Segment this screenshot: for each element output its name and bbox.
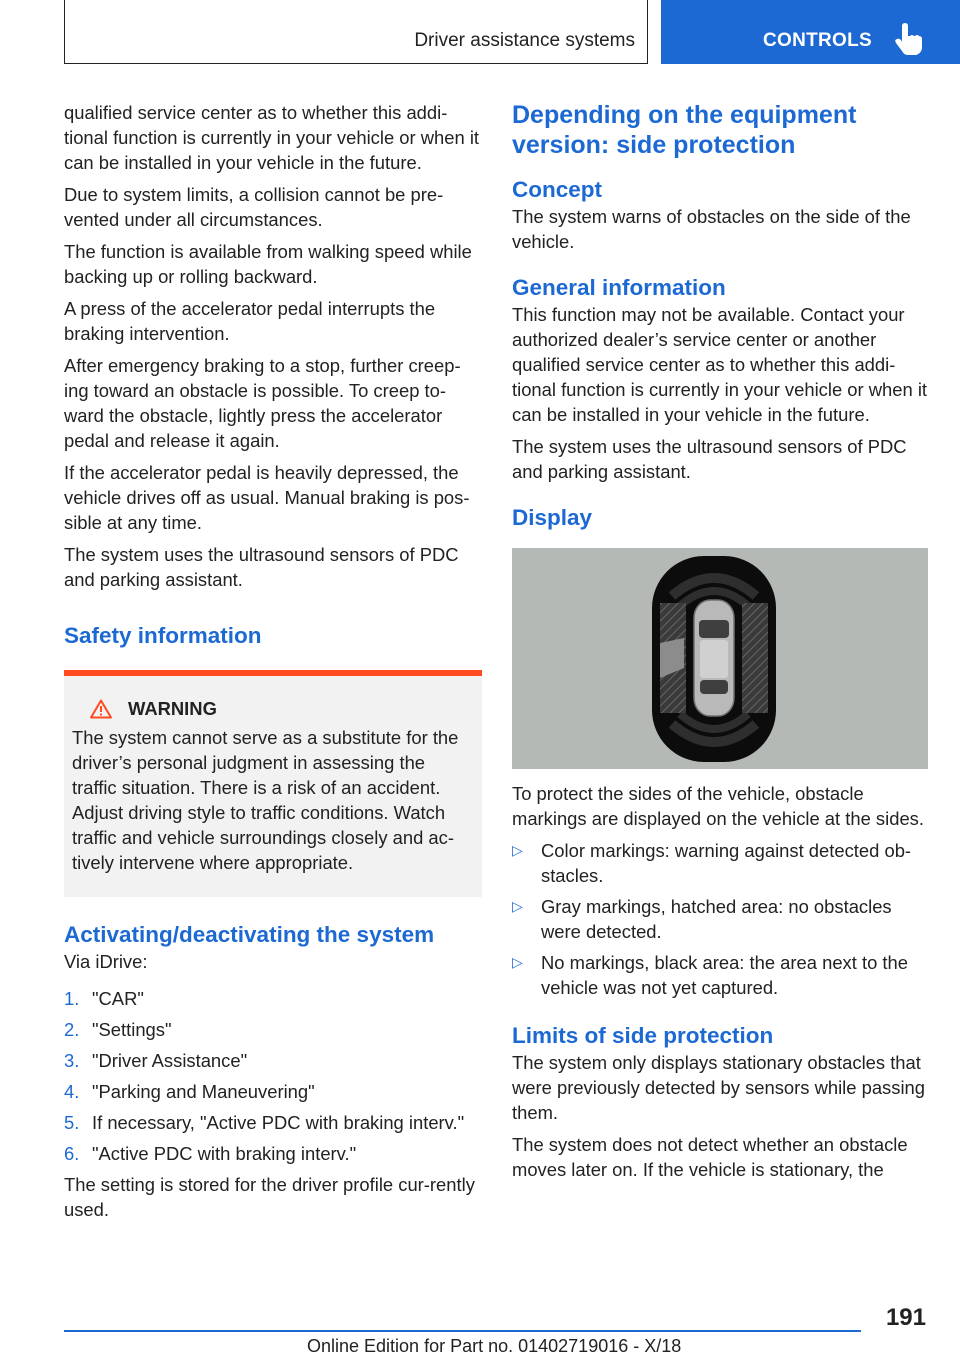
step-text: "Settings" [92, 1019, 172, 1040]
general-heading: General information [512, 275, 726, 300]
list-item [512, 894, 932, 944]
step-text: "CAR" [92, 988, 144, 1009]
bullet-triangle-icon: ▷ [512, 898, 523, 914]
paragraph: To protect the sides of the vehicle, obstacle markings are displayed on the vehicle at the sides. [512, 783, 924, 829]
step-number: 1. [64, 988, 80, 1009]
bullet-text: Gray markings, hatched area: no obstacles were detected. [541, 896, 892, 942]
steps-list [64, 986, 482, 1166]
safety-heading: Safety information [64, 623, 262, 648]
page-number: 191 [885, 1304, 926, 1331]
warning-title: WARNING [128, 698, 217, 719]
paragraph: The system does not detect whether an obstacle moves later on. If the vehicle is stationary, the [512, 1134, 908, 1180]
paragraph: If the accelerator pedal is heavily depressed, the vehicle drives off as usual. Manual braking is pos-sible at any time. [64, 462, 470, 533]
concept-heading: Concept [512, 177, 602, 202]
paragraph: After emergency braking to a stop, further creep-ing toward an obstacle is possible. To creep to-ward the obstacle, lightly press the accelerator pedal and release it again. [64, 355, 461, 451]
paragraph: The system only displays stationary obstacles that were previously detected by sensors while passing them. [512, 1052, 925, 1123]
main-heading: Depending on the equipment version: side protection [512, 101, 857, 159]
paragraph: The system warns of obstacles on the side of the vehicle. [512, 206, 911, 252]
list-item [64, 1110, 482, 1135]
step-number: 5. [64, 1112, 80, 1133]
list-item [64, 986, 482, 1011]
via-label: Via iDrive: [64, 951, 148, 972]
header-chapter-label: CONTROLS [763, 30, 873, 51]
step-text: If necessary, "Active PDC with braking interv." [92, 1112, 465, 1133]
left-column [64, 100, 482, 1229]
footer-divider [64, 1330, 861, 1332]
paragraph: The system uses the ultrasound sensors of PDC and parking assistant. [64, 544, 459, 590]
activating-heading: Activating/deactivating the system [64, 922, 435, 947]
footer-edition: Online Edition for Part no. 01402719016 - X/18 [307, 1336, 682, 1356]
paragraph: The system uses the ultrasound sensors of PDC and parking assistant. [512, 436, 907, 482]
list-item [64, 1079, 482, 1104]
paragraph: This function may not be available. Contact your authorized dealer’s service center or another qualified service center as to whether this addi-tional function is currently in your vehicle or when it can be installed in your vehicle in the future. [512, 304, 928, 425]
step-number: 2. [64, 1019, 80, 1040]
paragraph: A press of the accelerator pedal interrupts the braking intervention. [64, 298, 436, 344]
list-item [64, 1141, 482, 1166]
bullet-triangle-icon: ▷ [512, 954, 523, 970]
warning-title-row [72, 696, 474, 721]
step-number: 4. [64, 1081, 80, 1102]
step-text: "Parking and Maneuvering" [92, 1081, 315, 1102]
step-number: 6. [64, 1143, 80, 1164]
list-item [64, 1048, 482, 1073]
paragraph: Due to system limits, a collision cannot be pre-vented under all circumstances. [64, 184, 444, 230]
step-text: "Active PDC with braking interv." [92, 1143, 357, 1164]
list-item [64, 1017, 482, 1042]
list-item [512, 950, 932, 1000]
display-heading: Display [512, 505, 593, 530]
header-section-box [64, 0, 648, 64]
pointing-hand-icon [893, 22, 923, 56]
list-item [512, 838, 932, 888]
warning-text: The system cannot serve as a substitute for the driver’s personal judgment in assessing the traffic situation. There is a risk of an accident. Adjust driving style to traffic conditions. Watch traffic and vehicle surroundings closely and ac-tively intervene where appropriate. [72, 727, 459, 873]
vehicle-top-view-graphic [512, 548, 928, 769]
warning-triangle-icon [90, 699, 112, 719]
paragraph: The setting is stored for the driver profile cur-rently used. [64, 1174, 475, 1220]
bullet-text: No markings, black area: the area next to the vehicle was not yet captured. [541, 952, 908, 998]
markings-list [512, 838, 932, 1000]
right-column [512, 100, 932, 1189]
step-number: 3. [64, 1050, 80, 1071]
limits-heading: Limits of side protection [512, 1023, 774, 1048]
warning-box [64, 670, 482, 897]
paragraph: The function is available from walking speed while backing up or rolling backward. [64, 241, 472, 287]
side-protection-display-image [512, 548, 928, 769]
bullet-text: Color markings: warning against detected ob-stacles. [541, 840, 912, 886]
bullet-triangle-icon: ▷ [512, 842, 523, 858]
step-text: "Driver Assistance" [92, 1050, 248, 1071]
paragraph: qualified service center as to whether this addi-tional function is currently in your vehicle or when it can be installed in your vehicle in the future. [64, 102, 480, 173]
header-chapter-tab[interactable] [661, 0, 960, 64]
header-section-title: Driver assistance systems [414, 30, 635, 51]
